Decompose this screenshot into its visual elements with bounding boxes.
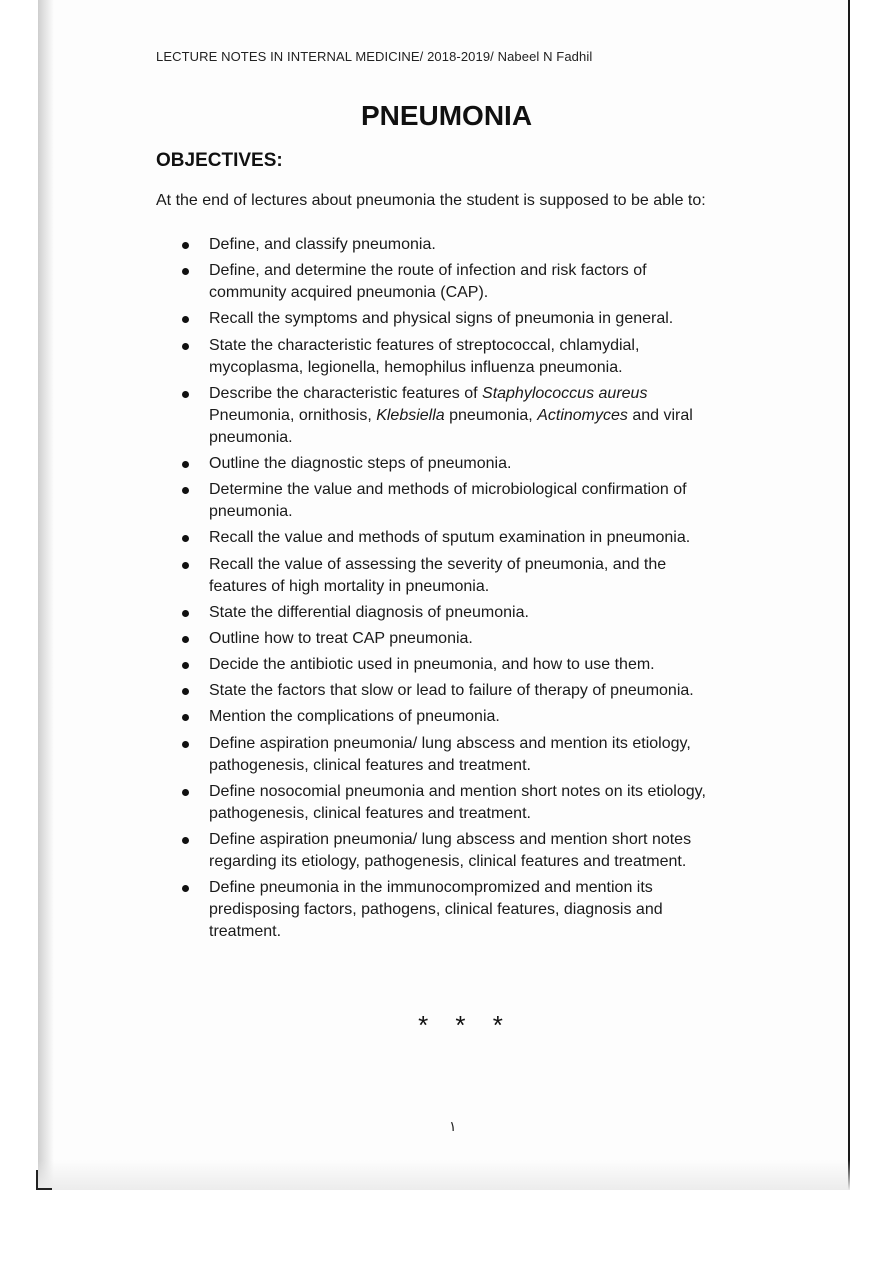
objective-text: Define aspiration pneumonia/ lung abscess and mention short notes regarding its etiology, pathogenesis, clinical features and treatment. [209, 831, 692, 870]
scan-shadow-bottom [38, 1160, 850, 1190]
bullet-icon [182, 741, 189, 748]
objective-item [178, 234, 738, 256]
objective-item [178, 479, 738, 523]
objectives-list [178, 234, 738, 947]
objective-item [178, 877, 738, 943]
section-separator: * * * [418, 1010, 513, 1040]
objective-text: Outline the diagnostic steps of pneumonia. [209, 454, 512, 472]
objective-item [178, 260, 738, 304]
bullet-icon [182, 562, 189, 569]
bullet-icon [182, 535, 189, 542]
objective-item [178, 706, 738, 728]
bullet-icon [182, 789, 189, 796]
running-header: LECTURE NOTES IN INTERNAL MEDICINE/ 2018-2019/ Nabeel N Fadhil [156, 49, 593, 64]
bullet-icon [182, 662, 189, 669]
objective-text: Decide the antibiotic used in pneumonia, and how to use them. [209, 656, 655, 674]
objective-item [178, 680, 738, 702]
objective-text: Define, and determine the route of infection and risk factors of community acquired pneumonia (CAP). [209, 262, 647, 302]
page-number: ١ [449, 1118, 457, 1134]
bullet-icon [182, 316, 189, 323]
bullet-icon [182, 461, 189, 468]
objective-item [178, 602, 738, 624]
objective-item [178, 654, 738, 676]
objective-item [178, 733, 738, 777]
objective-item [178, 453, 738, 475]
bullet-icon [182, 688, 189, 695]
objective-text: Define aspiration pneumonia/ lung abscess and mention its etiology, pathogenesis, clinical features and treatment. [209, 734, 691, 774]
bullet-icon [182, 837, 189, 844]
objective-text: Describe the characteristic features of Staphylococcus aureus Pneumonia, ornithosis, Klebsiella pneumonia, Actinomyces and viral pneumonia. [209, 384, 693, 446]
bullet-icon [182, 610, 189, 617]
intro-text: At the end of lectures about pneumonia the student is supposed to be able to: [156, 192, 706, 209]
bullet-icon [182, 487, 189, 494]
bullet-icon [182, 636, 189, 643]
objective-text: State the differential diagnosis of pneumonia. [209, 603, 529, 621]
objective-item [178, 829, 738, 873]
objective-text: State the factors that slow or lead to failure of therapy of pneumonia. [209, 682, 694, 700]
objective-text: Define pneumonia in the immunocompromized and mention its predisposing factors, pathogens, clinical features, diagnosis and treatment. [209, 879, 663, 941]
objective-item [178, 383, 738, 449]
page-title: PNEUMONIA [360, 100, 533, 131]
objective-text: Determine the value and methods of microbiological confirmation of pneumonia. [209, 481, 687, 521]
objective-text: Define nosocomial pneumonia and mention short notes on its etiology, pathogenesis, clinical features and treatment. [209, 782, 706, 822]
objective-text: Outline how to treat CAP pneumonia. [209, 629, 473, 647]
objective-text: Define, and classify pneumonia. [209, 236, 436, 253]
objective-text: State the characteristic features of streptococcal, chlamydial, mycoplasma, legionella, hemophilus influenza pneumonia. [209, 336, 640, 376]
bullet-icon [182, 343, 189, 350]
page-corner-mark [36, 1170, 52, 1190]
bullet-icon [182, 714, 189, 721]
bullet-icon [182, 885, 189, 892]
objective-item [178, 781, 738, 825]
bullet-icon [182, 391, 189, 398]
objective-item [178, 554, 738, 598]
section-heading: OBJECTIVES: [156, 150, 283, 171]
objective-item [178, 335, 738, 379]
objective-text: Recall the symptoms and physical signs of pneumonia in general. [209, 310, 674, 328]
objective-text: Recall the value of assessing the severity of pneumonia, and the features of high mortality in pneumonia. [209, 555, 667, 595]
objective-item [178, 308, 738, 330]
objective-text: Mention the complications of pneumonia. [209, 708, 500, 726]
bullet-icon [182, 242, 189, 249]
bullet-icon [182, 268, 189, 275]
objective-item [178, 628, 738, 650]
objective-text: Recall the value and methods of sputum examination in pneumonia. [209, 529, 691, 547]
objective-item [178, 527, 738, 549]
